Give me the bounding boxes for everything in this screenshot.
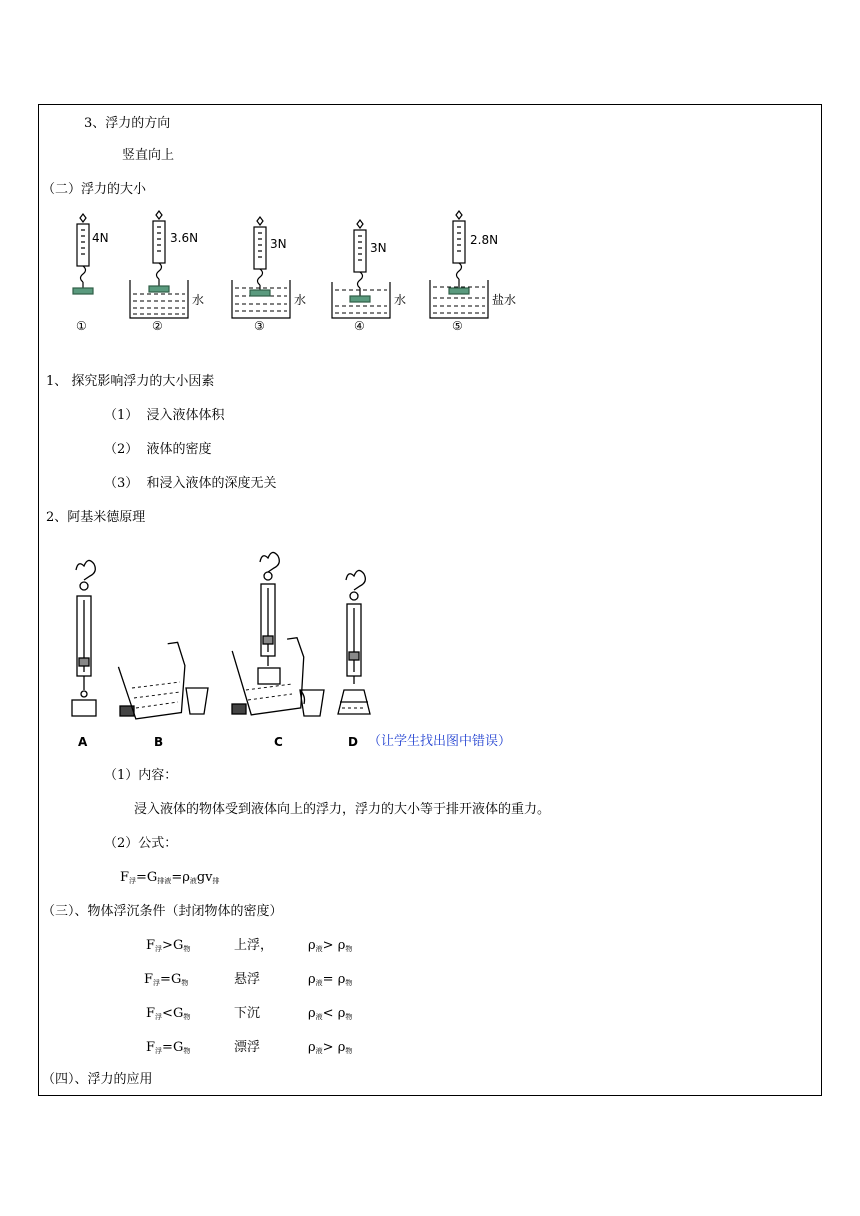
fig2-label-d: D	[348, 735, 358, 749]
fig2-label-c: C	[274, 735, 283, 749]
apparatus-d	[338, 570, 370, 714]
fig1-label-1: ①	[76, 319, 87, 333]
liquid-label-5: 盐水	[492, 293, 517, 307]
spring-scale-3	[232, 217, 290, 318]
apparatus-a	[72, 560, 96, 716]
factor-3: （3） 和浸入液体的深度无关	[104, 476, 277, 491]
condition-row-4-state: 漂浮	[234, 1040, 261, 1055]
condition-row-1-density: $\rho_液> \rho_物$	[308, 938, 353, 953]
condition-row-3-state: 下沉	[234, 1006, 261, 1021]
spring-scale-4	[332, 220, 390, 318]
condition-row-1-state: 上浮，	[234, 938, 274, 953]
part4-heading: （四）、浮力的应用	[42, 1072, 153, 1087]
item2-title: 2、阿基米德原理	[46, 510, 146, 525]
condition-row-2-density: $\rho_液= \rho_物$	[308, 972, 353, 987]
condition-row-3-density: $\rho_液< \rho_物$	[308, 1006, 353, 1021]
reading-5: 2.8N	[470, 233, 499, 247]
reading-1: 4N	[92, 231, 109, 245]
section3-answer: 竖直向上	[122, 148, 175, 163]
spring-scale-figure	[60, 210, 540, 338]
fig1-label-3: ③	[254, 319, 265, 333]
formula: $F_浮=G_{排液}=\rho_液gv_排$	[120, 870, 220, 885]
reading-2: 3.6N	[170, 231, 199, 245]
figure-error-note: （让学生找出图中错误）	[368, 734, 512, 749]
fig1-label-4: ④	[354, 319, 365, 333]
section3-title: 3、浮力的方向	[84, 116, 171, 131]
fig1-label-2: ②	[152, 319, 163, 333]
item1-title: 1、 探究影响浮力的大小因素	[46, 374, 215, 389]
reading-3: 3N	[270, 237, 287, 251]
formula-label: （2）公式：	[104, 836, 178, 851]
part2-heading: （二）浮力的大小	[42, 182, 147, 197]
condition-row-2-force: $F_浮=G_物$	[144, 972, 189, 987]
reading-4: 3N	[370, 241, 387, 255]
fig2-label-a: A	[78, 735, 88, 749]
condition-row-4-force: $F_浮=G_物$	[146, 1040, 191, 1055]
fig2-label-b: B	[154, 735, 164, 749]
spring-scale-1	[73, 214, 93, 294]
liquid-label-3: 水	[294, 293, 307, 307]
condition-row-4-density: $\rho_液> \rho_物$	[308, 1040, 353, 1055]
condition-row-1-force: $F_浮>G_物$	[146, 938, 191, 953]
archimedes-figure	[60, 540, 380, 756]
content-text: 浸入液体的物体受到液体向上的浮力，浮力的大小等于排开液体的重力。	[134, 802, 551, 817]
part3-heading: （三）、物体浮沉条件（封闭物体的密度）	[42, 904, 283, 919]
fig1-label-5: ⑤	[452, 319, 463, 333]
apparatus-b	[116, 642, 208, 721]
factor-2: （2） 液体的密度	[104, 442, 212, 457]
content-label: （1）内容：	[104, 768, 178, 783]
factor-1: （1） 浸入液体体积	[104, 408, 225, 423]
condition-row-3-force: $F_浮<G_物$	[146, 1006, 191, 1021]
spring-scale-5	[430, 211, 488, 318]
apparatus-c	[232, 552, 324, 716]
spring-scale-2	[130, 211, 188, 318]
liquid-label-4: 水	[394, 293, 407, 307]
liquid-label-2: 水	[192, 293, 205, 307]
condition-row-2-state: 悬浮	[234, 972, 261, 987]
